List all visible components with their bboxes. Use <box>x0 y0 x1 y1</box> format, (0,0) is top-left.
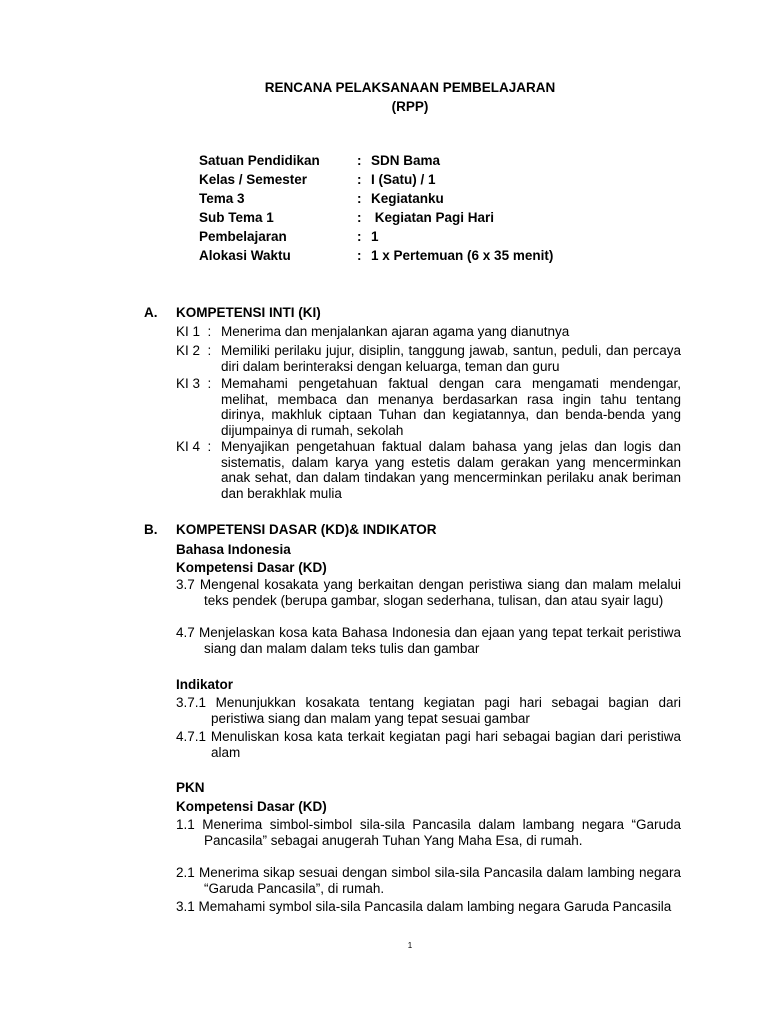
indikator-item-3-7-1 <box>176 695 681 726</box>
page-number: 1 <box>407 941 413 950</box>
ki-text: Menyajikan pengetahuan faktual dalam bahasa yang jelas dan logis dan sistematis, dalam karya yang estetis dalam gerakan yang mencerminkan anak sehat, dan dalam tindakan yang mencerminkan perilaku anak beriman dan berakhlak mulia <box>221 439 681 501</box>
info-colon: : <box>357 229 362 244</box>
ki-label: KI 1 : <box>176 324 212 339</box>
kd-item-1-1 <box>176 817 681 848</box>
document-subtitle: (RPP) <box>391 99 429 114</box>
kd-item-2-1 <box>176 865 681 896</box>
section-a-letter: A. <box>144 305 158 320</box>
kd-heading-bahasa: Kompetensi Dasar (KD) <box>176 560 327 575</box>
section-b-title: KOMPETENSI DASAR (KD)& INDIKATOR <box>176 522 437 537</box>
ki-item-3 <box>176 376 681 438</box>
kd-text: 3.7 Mengenal kosakata yang berkaitan dengan peristiwa siang dan malam melalui teks pendek (berupa gambar, slogan sederhana, tulisan, dan atau syair lagu) <box>176 577 681 608</box>
info-key: Tema 3 <box>199 191 245 206</box>
subject-pkn: PKN <box>176 780 205 795</box>
info-colon: : <box>357 248 362 263</box>
indikator-item-4-7-1 <box>176 729 681 760</box>
info-key: Alokasi Waktu <box>199 248 291 263</box>
info-colon: : <box>357 210 362 225</box>
info-row-subtema <box>199 209 553 228</box>
kd-heading-pkn: Kompetensi Dasar (KD) <box>176 799 327 814</box>
info-key: Sub Tema 1 <box>199 210 274 225</box>
kd-text: 3.1 Memahami symbol sila-sila Pancasila dalam lambing negara Garuda Pancasila <box>176 899 672 914</box>
info-value: I (Satu) / 1 <box>371 172 436 187</box>
ki-item-4 <box>176 439 681 501</box>
ki-label: KI 3 : <box>176 376 212 391</box>
ki-label: KI 4 : <box>176 439 212 454</box>
section-a-title: KOMPETENSI INTI (KI) <box>176 305 321 320</box>
info-value: Kegiatanku <box>371 191 444 206</box>
kd-item-3-7 <box>176 577 681 608</box>
ki-text: Memiliki perilaku jujur, disiplin, tanggung jawab, santun, peduli, dan percaya diri dalam berinteraksi dengan keluarga, teman dan guru <box>221 343 681 374</box>
document-title: RENCANA PELAKSANAAN PEMBELAJARAN <box>264 80 556 95</box>
info-row-satuan <box>199 152 553 171</box>
info-colon: : <box>357 153 362 168</box>
ki-label: KI 2 : <box>176 343 212 358</box>
ki-text: Memahami pengetahuan faktual dengan cara mengamati mendengar, melihat, membaca dan menanya berdasarkan rasa ingin tahu tentang dirinya, makhluk ciptaan Tuhan dan kegiatannya, dan benda-benda yang dijumpainya di rumah, sekolah <box>221 376 681 438</box>
identity-table <box>199 152 553 266</box>
info-row-alokasi <box>199 247 553 266</box>
ki-item-2 <box>176 343 681 374</box>
indikator-text: 4.7.1 Menuliskan kosa kata terkait kegiatan pagi hari sebagai bagian dari peristiwa alam <box>176 729 681 760</box>
info-value: 1 x Pertemuan (6 x 35 menit) <box>371 248 554 263</box>
kd-text: 1.1 Menerima simbol-simbol sila-sila Pancasila dalam lambang negara “Garuda Pancasila” sebagai anugerah Tuhan Yang Maha Esa, di rumah. <box>176 817 681 848</box>
info-colon: : <box>357 172 362 187</box>
indikator-text: 3.7.1 Menunjukkan kosakata tentang kegiatan pagi hari sebagai bagian dari peristiwa siang dan malam yang tepat sesuai gambar <box>176 695 681 726</box>
info-row-kelas <box>199 171 553 190</box>
info-colon: : <box>357 191 362 206</box>
kd-item-3-1 <box>176 899 681 915</box>
info-key: Satuan Pendidikan <box>199 153 320 168</box>
ki-text: Menerima dan menjalankan ajaran agama yang dianutnya <box>221 324 570 339</box>
kd-text: 4.7 Menjelaskan kosa kata Bahasa Indonesia dan ejaan yang tepat terkait peristiwa siang dan malam dalam teks tulis dan gambar <box>176 625 681 656</box>
section-b-letter: B. <box>144 522 158 537</box>
subject-bahasa-indonesia: Bahasa Indonesia <box>176 542 291 557</box>
info-key: Kelas / Semester <box>199 172 308 187</box>
kd-item-4-7 <box>176 625 681 656</box>
info-row-pembelajaran <box>199 228 553 247</box>
info-value: 1 <box>371 229 379 244</box>
info-value: Kegiatan Pagi Hari <box>371 210 495 225</box>
info-value: SDN Bama <box>371 153 441 168</box>
ki-item-1 <box>176 324 681 340</box>
kd-text: 2.1 Menerima sikap sesuai dengan simbol sila-sila Pancasila dalam lambing negara “Garuda Pancasila”, di rumah. <box>176 865 681 896</box>
indikator-heading: Indikator <box>176 677 234 692</box>
info-key: Pembelajaran <box>199 229 287 244</box>
info-row-tema <box>199 190 553 209</box>
